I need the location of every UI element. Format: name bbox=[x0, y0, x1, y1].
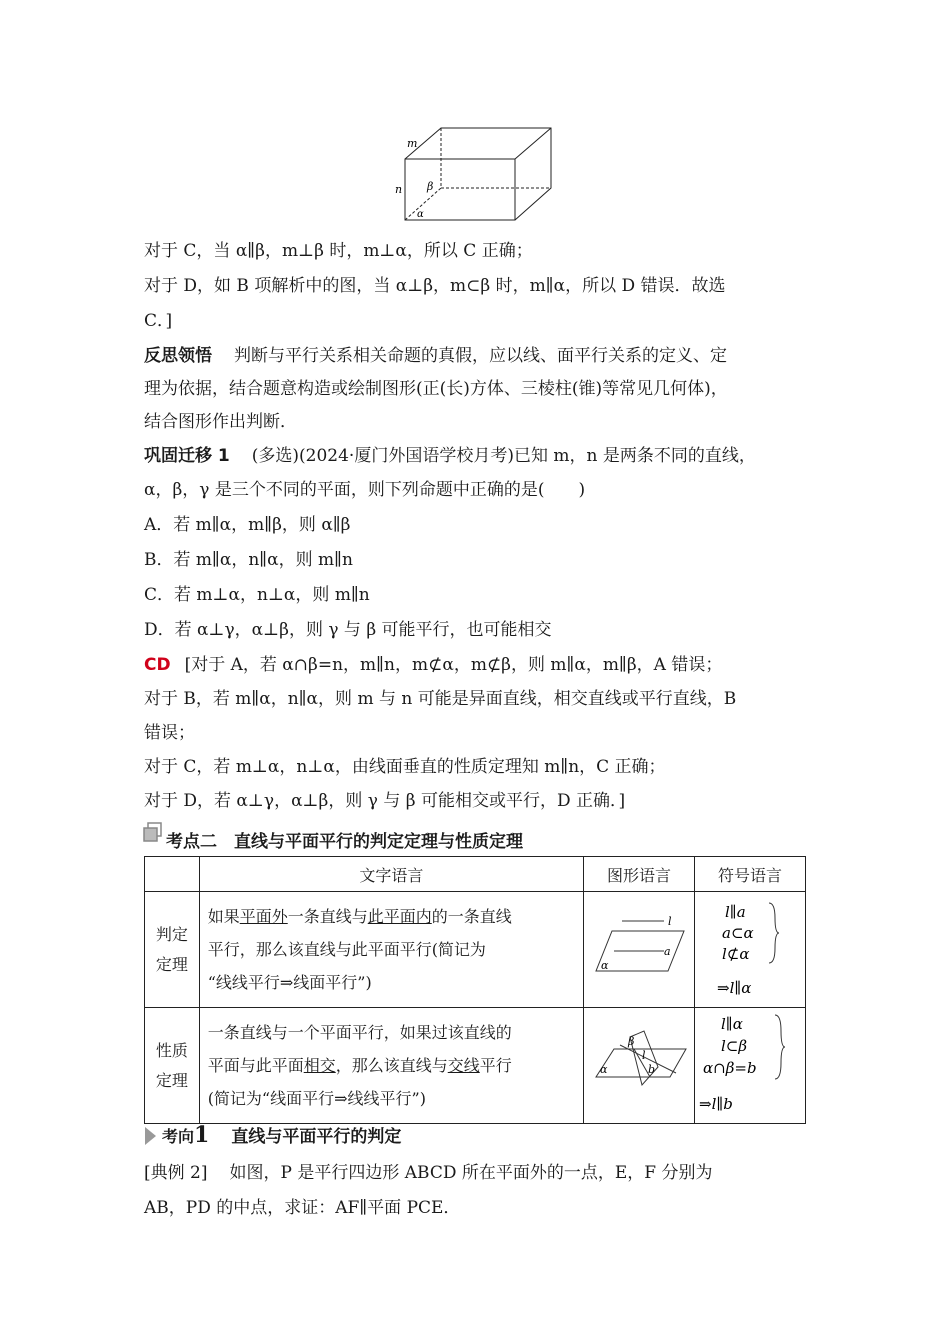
reflect-line2: 理为依据，结合题意构造或绘制图形(正(长)方体、三棱柱(锥)等常见几何体)， bbox=[144, 379, 728, 399]
example-text1: 如图，P 是平行四边形 ABCD 所在平面外的一点，E，F 分别为 bbox=[229, 1163, 713, 1183]
svg-text:b: b bbox=[647, 1062, 656, 1076]
answer-line2: 对于 B，若 m∥α，n∥α，则 m 与 n 可能是异面直线，相交直线或平行直线，B bbox=[144, 689, 737, 709]
svg-text:⇒l∥b: ⇒l∥b bbox=[698, 1094, 733, 1113]
option-c: C．若 m⊥α，n⊥α，则 m∥n bbox=[144, 585, 370, 605]
para-d2: C．] bbox=[144, 311, 173, 331]
reflect-line1 bbox=[144, 345, 727, 367]
option-d: D．若 α⊥γ，α⊥β，则 γ 与 β 可能平行，也可能相交 bbox=[144, 620, 552, 640]
svg-text:a: a bbox=[663, 944, 671, 958]
exercise-line1 bbox=[144, 445, 756, 467]
section2-title: 考点二 直线与平面平行的判定定理与性质定理 bbox=[166, 832, 523, 852]
answer-line3: 错误； bbox=[144, 723, 195, 743]
svg-text:l∥α: l∥α bbox=[720, 1014, 743, 1033]
svg-text:l∥a: l∥a bbox=[724, 902, 746, 921]
row2-figure bbox=[583, 1008, 694, 1124]
direction-label: 考向 bbox=[162, 1127, 195, 1146]
svg-text:⇒l∥α: ⇒l∥α bbox=[716, 978, 752, 997]
answer-line5: 对于 D，若 α⊥γ，α⊥β，则 γ 与 β 可能相交或平行，D 正确．] bbox=[144, 791, 626, 811]
direction-title: 直线与平面平行的判定 bbox=[231, 1127, 402, 1147]
exercise-line2: α，β，γ 是三个不同的平面，则下列命题中正确的是( ) bbox=[144, 480, 586, 500]
option-a: A．若 m∥α，m∥β，则 α∥β bbox=[144, 515, 351, 535]
exercise-label: 巩固迁移 1 bbox=[144, 446, 230, 466]
row2-symbol bbox=[694, 1008, 805, 1124]
header-empty bbox=[145, 857, 200, 892]
box-figure bbox=[395, 124, 560, 224]
example-label: [典例 2] bbox=[144, 1163, 208, 1183]
option-b: B．若 m∥α，n∥α，则 m∥n bbox=[144, 550, 353, 570]
row2-name: 性质 定理 bbox=[145, 1008, 200, 1124]
svg-text:l⊂β: l⊂β bbox=[720, 1036, 748, 1055]
header-text: 文字语言 bbox=[199, 857, 583, 892]
row2-text: 一条直线与一个平面平行，如果过该直线的 平面与此平面相交，那么该直线与交线平行 (简记为“线面平行⇒线线平行”) bbox=[199, 1008, 583, 1124]
direction-heading bbox=[162, 1122, 401, 1148]
direction-arrow-icon bbox=[144, 1126, 158, 1146]
svg-text:l: l bbox=[667, 914, 672, 928]
label-alpha: α bbox=[417, 209, 424, 220]
label-m: m bbox=[407, 137, 418, 150]
example-line1 bbox=[144, 1162, 712, 1184]
header-figure: 图形语言 bbox=[583, 857, 694, 892]
header-symbol: 符号语言 bbox=[694, 857, 805, 892]
reflect-label: 反思领悟 bbox=[144, 346, 212, 366]
exercise-text1: (多选)(2024·厦门外国语学校月考)已知 m，n 是两条不同的直线， bbox=[251, 446, 756, 466]
theorem-table bbox=[144, 856, 806, 1124]
row1-name: 判定 定理 bbox=[145, 892, 200, 1008]
row1-text: 如果平面外一条直线与此平面内的一条直线 平行，那么该直线与此平面平行(简记为 “线线平行⇒线面平行”) bbox=[199, 892, 583, 1008]
svg-text:a⊂α: a⊂α bbox=[721, 923, 754, 942]
answer-key: CD bbox=[144, 655, 171, 675]
svg-text:l⊄α: l⊄α bbox=[721, 944, 750, 963]
svg-text:l: l bbox=[641, 1048, 646, 1062]
answer-line4: 对于 C，若 m⊥α，n⊥α，由线面垂直的性质定理知 m∥n，C 正确； bbox=[144, 757, 666, 777]
svg-text:β: β bbox=[627, 1034, 635, 1048]
svg-text:α: α bbox=[599, 1062, 608, 1076]
label-beta: β bbox=[427, 180, 434, 193]
svg-text:α∩β=b: α∩β=b bbox=[702, 1058, 757, 1077]
row1-symbol bbox=[694, 892, 805, 1008]
row1-figure bbox=[583, 892, 694, 1008]
example-line2: AB，PD 的中点，求证：AF∥平面 PCE． bbox=[144, 1198, 461, 1218]
reflect-text1: 判断与平行关系相关命题的真假，应以线、面平行关系的定义、定 bbox=[234, 346, 727, 366]
reflect-line3: 结合图形作出判断． bbox=[144, 412, 297, 432]
label-n: n bbox=[395, 183, 403, 196]
answer-text1: [对于 A，若 α∩β=n，m∥n，m⊄α，m⊄β，则 m∥α，m∥β，A 错误； bbox=[184, 655, 723, 675]
para-c: 对于 C，当 α∥β，m⊥β 时，m⊥α，所以 C 正确； bbox=[144, 241, 533, 261]
answer-line1 bbox=[144, 654, 722, 676]
para-d1: 对于 D，如 B 项解析中的图，当 α⊥β，m⊂β 时，m∥α，所以 D 错误．故选 bbox=[144, 276, 726, 296]
svg-text:α: α bbox=[600, 958, 609, 972]
direction-num: 1 bbox=[194, 1122, 210, 1148]
section-icon bbox=[143, 822, 163, 842]
